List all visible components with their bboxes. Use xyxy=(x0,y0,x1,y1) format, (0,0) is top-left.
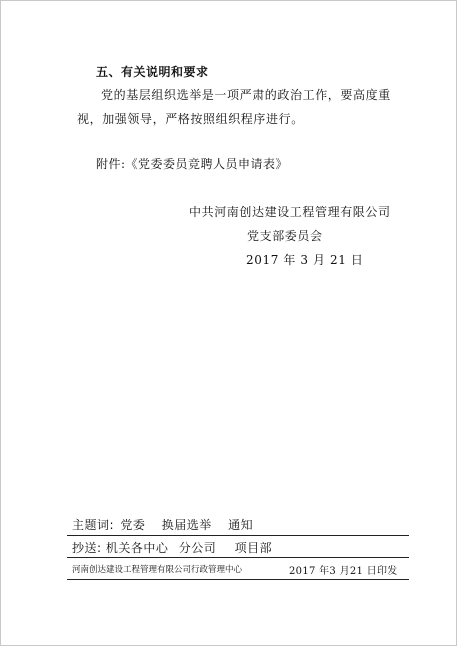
signature-date: 2017 年 3 月 21 日 xyxy=(246,253,364,267)
keywords-label: 主题词: xyxy=(72,518,115,532)
cc-recipient: 机关各中心 xyxy=(105,541,169,555)
keyword-item: 换届选举 xyxy=(161,518,212,532)
signature-organization: 中共河南创达建设工程管理有限公司 xyxy=(189,205,391,219)
attachment-line: 附件:《党委委员竞聘人员申请表》 xyxy=(96,157,289,171)
cc-label: 抄送: xyxy=(72,541,102,555)
print-date: 2017 年3 月21 日印发 xyxy=(289,566,398,577)
cc-line xyxy=(72,539,272,556)
keyword-item: 通知 xyxy=(228,518,254,532)
cc-recipient: 分公司 xyxy=(178,541,217,555)
footer-divider xyxy=(67,535,409,536)
keywords-line xyxy=(72,516,253,533)
footer-divider xyxy=(67,557,409,558)
signature-committee: 党支部委员会 xyxy=(247,229,323,243)
keyword-item: 党委 xyxy=(120,518,146,532)
body-paragraph: 党的基层组织选举是一项严肃的政治工作，要高度重视，加强领导，严格按照组织程序进行。 xyxy=(77,88,391,126)
section-heading: 五、有关说明和要求 xyxy=(96,65,209,79)
cc-recipient: 项目部 xyxy=(234,541,273,555)
issuing-office: 河南创达建设工程管理有限公司行政管理中心 xyxy=(72,565,243,575)
footer-divider xyxy=(67,579,409,580)
